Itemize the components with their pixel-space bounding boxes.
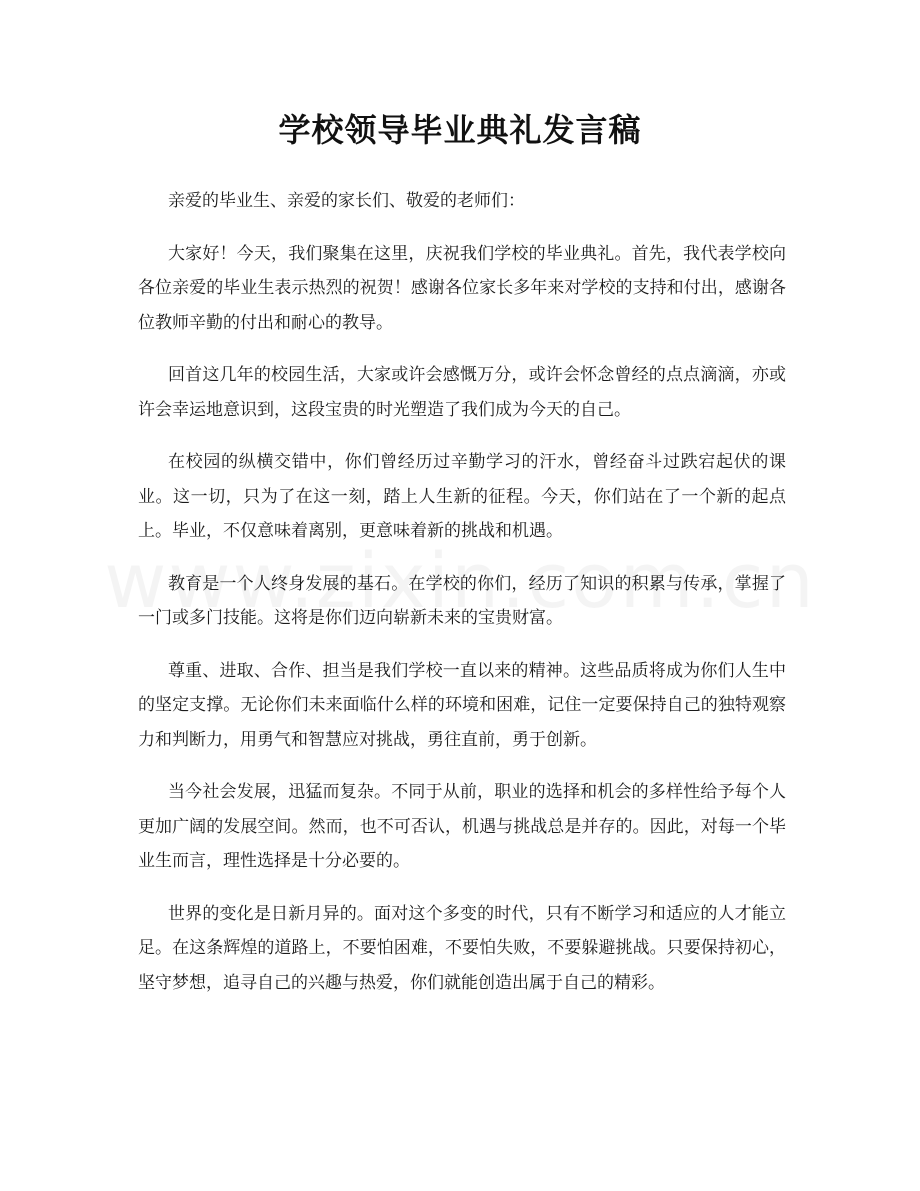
body-paragraph: 在校园的纵横交错中，你们曾经历过辛勤学习的汗水，曾经奋斗过跌宕起伏的课业。这一切，只为了在这一刻，踏上人生新的征程。今天，你们站在了一个新的起点上。毕业，不仅意味着离别，更意味着新的挑战和机遇。 — [138, 452, 786, 541]
body-paragraph: 世界的变化是日新月异的。面对这个多变的时代，只有不断学习和适应的人才能立足。在这条辉煌的道路上，不要怕困难，不要怕失败，不要躲避挑战。只要保持初心，坚守梦想，追寻自己的兴趣与热爱，你们就能创造出属于自己的精彩。 — [138, 903, 786, 993]
body-paragraph: 尊重、进取、合作、担当是我们学校一直以来的精神。这些品质将成为你们人生中的坚定支撑。无论你们未来面临什么样的环境和困难，记住一定要保持自己的独特观察力和判断力，用勇气和智慧应对挑战，勇往直前，勇于创新。 — [138, 660, 786, 750]
salutation-paragraph: 亲爱的毕业生、亲爱的家长们、敬爱的老师们： — [168, 191, 525, 211]
body-paragraph: 当今社会发展，迅猛而复杂。不同于从前，职业的选择和机会的多样性给予每个人更加广阔的发展空间。然而，也不可否认，机遇与挑战总是并存的。因此，对每一个毕业生而言，理性选择是十分必要的。 — [138, 782, 786, 871]
body-paragraph: 回首这几年的校园生活，大家或许会感慨万分，或许会怀念曾经的点点滴滴，亦或许会幸运地意识到，这段宝贵的时光塑造了我们成为今天的自己。 — [138, 365, 786, 420]
document-body — [138, 184, 786, 1018]
document-title: 学校领导毕业典礼发言稿 — [278, 111, 642, 149]
body-paragraph: 教育是一个人终身发展的基石。在学校的你们，经历了知识的积累与传承，掌握了一门或多门技能。这将是你们迈向崭新未来的宝贵财富。 — [138, 573, 786, 628]
body-paragraph: 大家好！今天，我们聚集在这里，庆祝我们学校的毕业典礼。首先，我代表学校向各位亲爱的毕业生表示热烈的祝贺！感谢各位家长多年来对学校的支持和付出，感谢各位教师辛勤的付出和耐心的教导。 — [138, 243, 786, 333]
